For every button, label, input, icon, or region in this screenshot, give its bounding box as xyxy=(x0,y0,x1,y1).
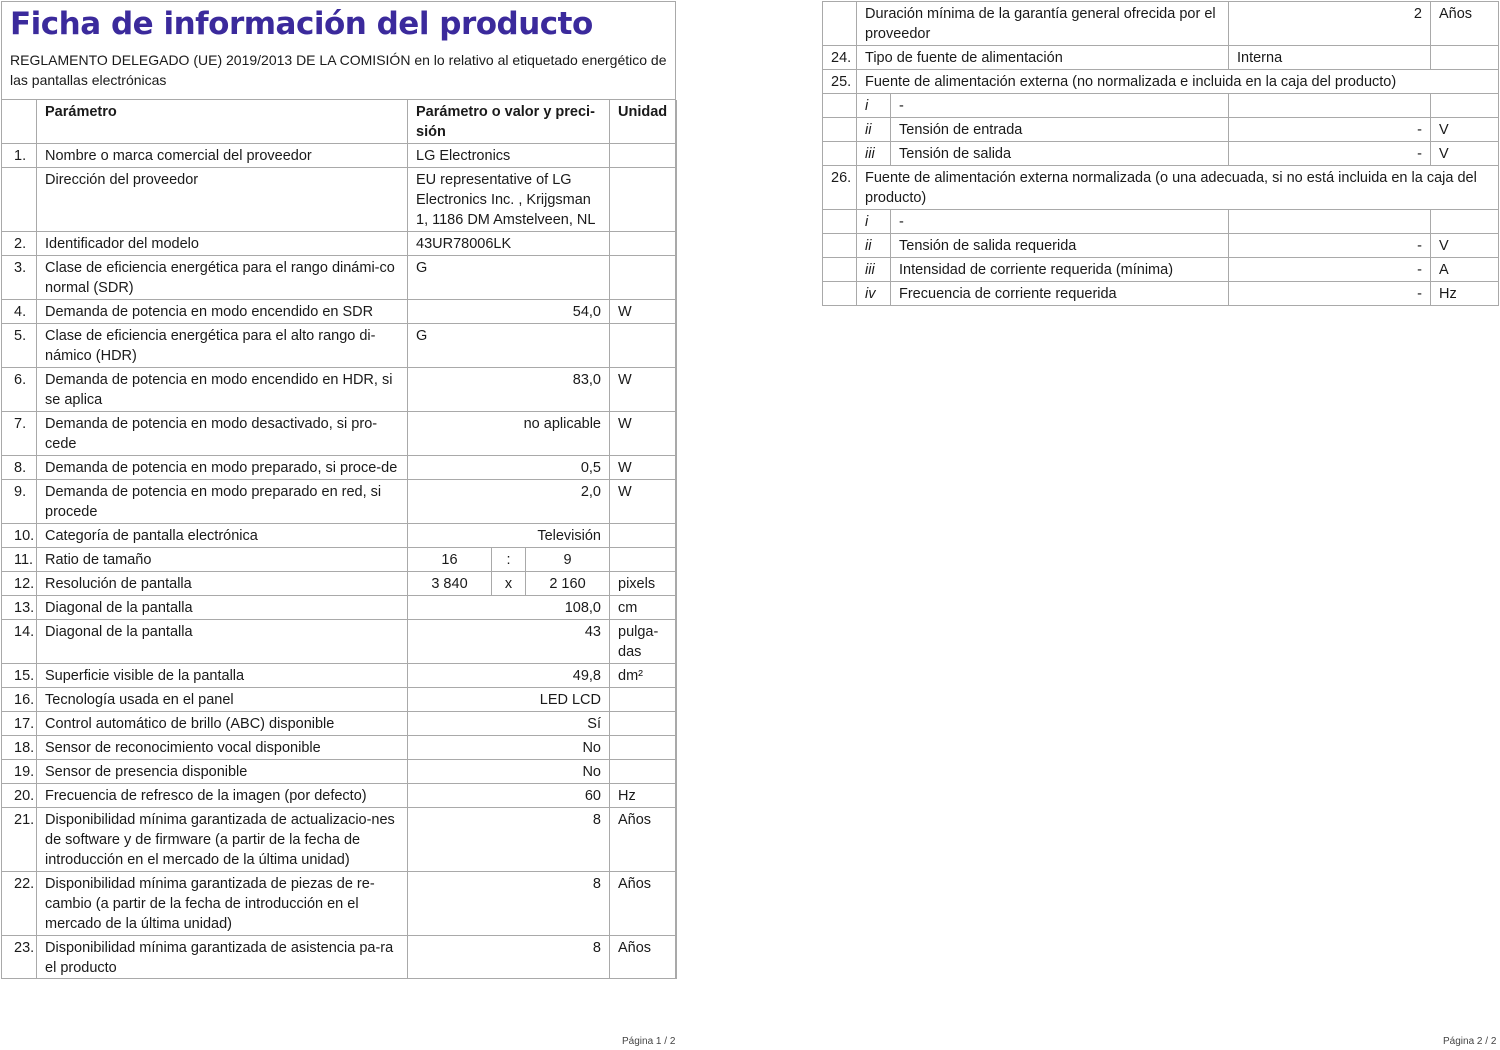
row-number: 10. xyxy=(2,524,37,548)
sub-unit: A xyxy=(1431,258,1499,282)
sub-label: - xyxy=(891,210,1229,234)
row-number: 3. xyxy=(2,256,37,300)
param-label: Control automático de brillo (ABC) disponible xyxy=(37,712,408,736)
row-number: 12. xyxy=(2,572,37,596)
power-supply-table xyxy=(822,1,1499,306)
param-label: Sensor de presencia disponible xyxy=(37,760,408,784)
param-value: 43UR78006LK xyxy=(408,232,610,256)
header-value: Parámetro o valor y preci-sión xyxy=(408,100,610,144)
row-number: 24. xyxy=(823,46,857,70)
sub-label: Tensión de salida requerida xyxy=(891,234,1229,258)
table-row xyxy=(2,784,677,808)
sub-value: - xyxy=(1229,234,1431,258)
sub-row xyxy=(823,258,1499,282)
param-label: Categoría de pantalla electrónica xyxy=(37,524,408,548)
table-row xyxy=(2,620,677,664)
param-unit xyxy=(610,688,677,712)
row-number: 7. xyxy=(2,412,37,456)
param-value: 108,0 xyxy=(408,596,610,620)
param-label: Sensor de reconocimiento vocal disponible xyxy=(37,736,408,760)
param-unit xyxy=(610,736,677,760)
table-row xyxy=(2,760,677,784)
param-value: Interna xyxy=(1229,46,1431,70)
row-number: 17. xyxy=(2,712,37,736)
param-unit: W xyxy=(610,480,677,524)
sub-row xyxy=(823,118,1499,142)
page-title: Ficha de información del producto xyxy=(10,6,593,42)
param-unit: W xyxy=(610,300,677,324)
param-label: Demanda de potencia en modo preparado en red, si procede xyxy=(37,480,408,524)
value-separator: : xyxy=(492,548,526,572)
sub-label: Frecuencia de corriente requerida xyxy=(891,282,1229,306)
table-row xyxy=(2,368,677,412)
table-row xyxy=(2,232,677,256)
table-row xyxy=(823,46,1499,70)
table-row xyxy=(823,166,1499,210)
param-label: Dirección del proveedor xyxy=(37,168,408,232)
sub-index: ii xyxy=(857,234,891,258)
row-number xyxy=(823,2,857,46)
row-number: 8. xyxy=(2,456,37,480)
row-number: 13. xyxy=(2,596,37,620)
param-unit: Años xyxy=(610,808,677,872)
table-row xyxy=(2,524,677,548)
row-number: 23. xyxy=(2,936,37,980)
param-unit: Años xyxy=(1431,2,1499,46)
param-value: no aplicable xyxy=(408,412,610,456)
row-number: 14. xyxy=(2,620,37,664)
sub-unit: V xyxy=(1431,234,1499,258)
param-label: Demanda de potencia en modo encendido en HDR, si se aplica xyxy=(37,368,408,412)
param-value: EU representative of LG Electronics Inc. , Krijgsman 1, 1186 DM Amstelveen, NL xyxy=(408,168,610,232)
sub-row xyxy=(823,210,1499,234)
value-separator: x xyxy=(492,572,526,596)
value-part-2: 9 xyxy=(526,548,610,572)
sub-index: i xyxy=(857,94,891,118)
table-row xyxy=(2,872,677,936)
param-label: Resolución de pantalla xyxy=(37,572,408,596)
param-value: 8 xyxy=(408,872,610,936)
param-value: 83,0 xyxy=(408,368,610,412)
param-label: Disponibilidad mínima garantizada de piezas de re-cambio (a partir de la fecha de introducción en el mercado de la última unidad) xyxy=(37,872,408,936)
param-value: Televisión xyxy=(408,524,610,548)
table-row xyxy=(2,412,677,456)
value-part-2: 2 160 xyxy=(526,572,610,596)
sub-label: Tensión de entrada xyxy=(891,118,1229,142)
param-unit xyxy=(610,168,677,232)
row-number: 1. xyxy=(2,144,37,168)
param-label: Disponibilidad mínima garantizada de actualizacio-nes de software y de firmware (a partir de la fecha de introducción en el mercado de la última unidad) xyxy=(37,808,408,872)
row-number: 15. xyxy=(2,664,37,688)
param-label: Ratio de tamaño xyxy=(37,548,408,572)
param-value: 2 xyxy=(1229,2,1431,46)
sub-index: i xyxy=(857,210,891,234)
table-row xyxy=(2,456,677,480)
table-row xyxy=(2,936,677,980)
sub-value: - xyxy=(1229,118,1431,142)
sub-label: - xyxy=(891,94,1229,118)
param-value: 0,5 xyxy=(408,456,610,480)
regulation-subtitle: REGLAMENTO DELEGADO (UE) 2019/2013 DE LA COMISIÓN en lo relativo al etiquetado energético de las pantallas electrónicas xyxy=(2,41,675,100)
row-number: 2. xyxy=(2,232,37,256)
row-number: 20. xyxy=(2,784,37,808)
sub-row xyxy=(823,234,1499,258)
table-row xyxy=(2,144,677,168)
param-unit: W xyxy=(610,368,677,412)
table-row xyxy=(2,736,677,760)
param-value: 60 xyxy=(408,784,610,808)
row-number: 11. xyxy=(2,548,37,572)
sub-label: Tensión de salida xyxy=(891,142,1229,166)
param-unit xyxy=(1431,46,1499,70)
param-value: 8 xyxy=(408,808,610,872)
sub-value: - xyxy=(1229,142,1431,166)
param-label: Duración mínima de la garantía general ofrecida por el proveedor xyxy=(857,2,1229,46)
sub-value: - xyxy=(1229,258,1431,282)
param-label: Demanda de potencia en modo preparado, si proce-de xyxy=(37,456,408,480)
param-value: G xyxy=(408,256,610,300)
table-row xyxy=(823,2,1499,46)
table-row xyxy=(2,300,677,324)
sub-unit xyxy=(1431,94,1499,118)
header-number xyxy=(2,100,37,144)
sub-index: iii xyxy=(857,258,891,282)
header-param: Parámetro xyxy=(37,100,408,144)
param-label: Superficie visible de la pantalla xyxy=(37,664,408,688)
param-value: No xyxy=(408,760,610,784)
param-unit: Años xyxy=(610,872,677,936)
param-value: Sí xyxy=(408,712,610,736)
row-number: 6. xyxy=(2,368,37,412)
param-unit xyxy=(610,712,677,736)
param-unit xyxy=(610,232,677,256)
param-label: Frecuencia de refresco de la imagen (por defecto) xyxy=(37,784,408,808)
row-number: 25. xyxy=(823,70,857,94)
param-value: G xyxy=(408,324,610,368)
param-value: 2,0 xyxy=(408,480,610,524)
param-label: Clase de eficiencia energética para el alto rango di-námico (HDR) xyxy=(37,324,408,368)
sub-unit: V xyxy=(1431,142,1499,166)
param-value: 43 xyxy=(408,620,610,664)
table-header-row xyxy=(2,100,677,144)
page-number: Página 2 / 2 xyxy=(1443,1036,1497,1047)
param-unit: pulga-das xyxy=(610,620,677,664)
param-label: Tecnología usada en el panel xyxy=(37,688,408,712)
sub-value xyxy=(1229,210,1431,234)
param-value: 8 xyxy=(408,936,610,980)
param-value: 49,8 xyxy=(408,664,610,688)
row-number xyxy=(2,168,37,232)
row-number: 26. xyxy=(823,166,857,210)
sub-index: iv xyxy=(857,282,891,306)
param-label: Clase de eficiencia energética para el rango dinámi-co normal (SDR) xyxy=(37,256,408,300)
param-unit: W xyxy=(610,412,677,456)
table-row xyxy=(2,480,677,524)
table-row xyxy=(2,572,677,596)
page-number: Página 1 / 2 xyxy=(622,1036,676,1047)
param-unit xyxy=(610,256,677,300)
table-row xyxy=(2,324,677,368)
row-number: 22. xyxy=(2,872,37,936)
table-row xyxy=(823,70,1499,94)
sub-unit: Hz xyxy=(1431,282,1499,306)
param-label: Fuente de alimentación externa normalizada (o una adecuada, si no está incluida en la caja del producto) xyxy=(857,166,1499,210)
param-label: Identificador del modelo xyxy=(37,232,408,256)
param-unit: cm xyxy=(610,596,677,620)
product-info-sheet xyxy=(1,1,676,979)
row-number: 4. xyxy=(2,300,37,324)
param-label: Demanda de potencia en modo encendido en SDR xyxy=(37,300,408,324)
param-unit xyxy=(610,324,677,368)
param-label: Nombre o marca comercial del proveedor xyxy=(37,144,408,168)
sub-index: ii xyxy=(857,118,891,142)
sub-row xyxy=(823,142,1499,166)
row-number: 18. xyxy=(2,736,37,760)
param-unit xyxy=(610,524,677,548)
param-label: Fuente de alimentación externa (no normalizada e incluida en la caja del producto) xyxy=(857,70,1499,94)
value-part-1: 16 xyxy=(408,548,492,572)
param-unit xyxy=(610,144,677,168)
param-unit xyxy=(610,760,677,784)
value-part-1: 3 840 xyxy=(408,572,492,596)
table-row xyxy=(2,688,677,712)
sub-row xyxy=(823,94,1499,118)
table-row xyxy=(2,712,677,736)
table-row xyxy=(2,596,677,620)
table-row xyxy=(2,256,677,300)
row-number: 16. xyxy=(2,688,37,712)
table-row xyxy=(2,168,677,232)
sub-index: iii xyxy=(857,142,891,166)
param-unit: dm² xyxy=(610,664,677,688)
sub-value: - xyxy=(1229,282,1431,306)
table-row xyxy=(2,664,677,688)
param-label: Disponibilidad mínima garantizada de asistencia pa-ra el producto xyxy=(37,936,408,980)
param-label: Diagonal de la pantalla xyxy=(37,620,408,664)
param-label: Tipo de fuente de alimentación xyxy=(857,46,1229,70)
param-unit: W xyxy=(610,456,677,480)
param-unit: Hz xyxy=(610,784,677,808)
row-number: 21. xyxy=(2,808,37,872)
param-unit xyxy=(610,548,677,572)
sub-unit xyxy=(1431,210,1499,234)
param-value: No xyxy=(408,736,610,760)
sub-value xyxy=(1229,94,1431,118)
param-value: LED LCD xyxy=(408,688,610,712)
sub-label: Intensidad de corriente requerida (mínima) xyxy=(891,258,1229,282)
param-label: Diagonal de la pantalla xyxy=(37,596,408,620)
row-number: 9. xyxy=(2,480,37,524)
sub-row xyxy=(823,282,1499,306)
table-row xyxy=(2,808,677,872)
table-row xyxy=(2,548,677,572)
header-unit: Unidad xyxy=(610,100,677,144)
row-number: 5. xyxy=(2,324,37,368)
param-value: 54,0 xyxy=(408,300,610,324)
param-unit: Años xyxy=(610,936,677,980)
row-number: 19. xyxy=(2,760,37,784)
param-unit: pixels xyxy=(610,572,677,596)
param-value: LG Electronics xyxy=(408,144,610,168)
parameters-table xyxy=(1,100,677,979)
sub-unit: V xyxy=(1431,118,1499,142)
param-label: Demanda de potencia en modo desactivado, si pro-cede xyxy=(37,412,408,456)
